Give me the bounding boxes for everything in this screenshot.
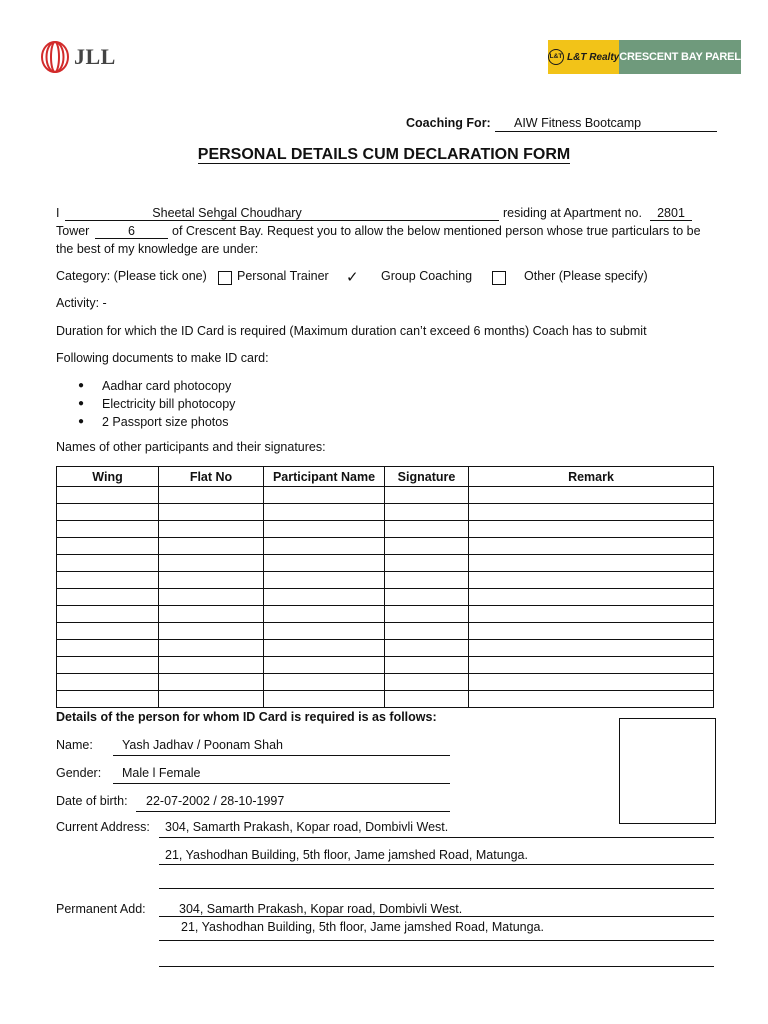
checkbox-personal-trainer[interactable] xyxy=(218,271,232,285)
documents-list xyxy=(56,377,235,431)
lt-logo-icon: L&T xyxy=(548,49,564,65)
table-cell[interactable] xyxy=(159,504,264,521)
permanent-address-line2-rule[interactable] xyxy=(159,940,714,941)
table-cell[interactable] xyxy=(469,674,714,691)
checkmark-icon[interactable]: ✓ xyxy=(346,269,359,286)
table-row xyxy=(57,572,714,589)
table-cell[interactable] xyxy=(469,623,714,640)
table-cell[interactable] xyxy=(264,487,385,504)
participants-table-body xyxy=(57,487,714,708)
table-cell[interactable] xyxy=(264,572,385,589)
table-cell[interactable] xyxy=(57,572,159,589)
lt-realty-text: L&T Realty xyxy=(567,51,620,63)
table-cell[interactable] xyxy=(264,623,385,640)
current-address-line3-rule[interactable] xyxy=(159,888,714,889)
table-cell[interactable] xyxy=(385,487,469,504)
activity-label: Activity: - xyxy=(56,296,107,310)
table-row xyxy=(57,674,714,691)
table-cell[interactable] xyxy=(469,572,714,589)
permanent-address-line1: 304, Samarth Prakash, Kopar road, Dombivli West. xyxy=(179,902,463,916)
table-row xyxy=(57,589,714,606)
table-cell[interactable] xyxy=(264,521,385,538)
table-cell[interactable] xyxy=(385,589,469,606)
bullet-icon: ● xyxy=(78,416,85,427)
document-item: 2 Passport size photos xyxy=(102,415,229,429)
option-other: Other (Please specify) xyxy=(524,269,648,283)
col-signature: Signature xyxy=(385,467,469,487)
category-label: Category: (Please tick one) xyxy=(56,269,207,283)
checkbox-other[interactable] xyxy=(492,271,506,285)
declaration-i: I xyxy=(56,206,60,220)
table-cell[interactable] xyxy=(385,640,469,657)
residing-label: residing at Apartment no. xyxy=(503,206,642,220)
declaration-line2: of Crescent Bay. Request you to allow the below mentioned person whose true particulars to be xyxy=(172,224,701,238)
document-item: Aadhar card photocopy xyxy=(102,379,232,393)
list-item xyxy=(56,413,235,431)
table-cell[interactable] xyxy=(57,606,159,623)
table-cell[interactable] xyxy=(57,555,159,572)
table-cell[interactable] xyxy=(469,640,714,657)
table-cell[interactable] xyxy=(385,555,469,572)
lt-realty-logo xyxy=(548,40,619,74)
coaching-label: Coaching For: xyxy=(406,116,491,130)
table-cell[interactable] xyxy=(385,504,469,521)
participants-table xyxy=(56,466,714,708)
table-cell[interactable] xyxy=(57,657,159,674)
table-cell[interactable] xyxy=(469,487,714,504)
table-cell[interactable] xyxy=(159,606,264,623)
tower-field[interactable] xyxy=(95,224,168,239)
coaching-field[interactable] xyxy=(495,116,717,132)
coaching-value: AIW Fitness Bootcamp xyxy=(514,116,642,130)
table-cell[interactable] xyxy=(159,572,264,589)
declarant-name-field[interactable] xyxy=(65,206,499,221)
participants-heading: Names of other participants and their signatures: xyxy=(56,440,326,454)
table-cell[interactable] xyxy=(385,691,469,708)
table-cell[interactable] xyxy=(57,504,159,521)
table-cell[interactable] xyxy=(264,640,385,657)
table-cell[interactable] xyxy=(57,674,159,691)
dob-label: Date of birth: xyxy=(56,794,128,808)
col-participant-name: Participant Name xyxy=(264,467,385,487)
table-row xyxy=(57,640,714,657)
form-title-text: PERSONAL DETAILS CUM DECLARATION FORM xyxy=(197,146,571,163)
form-title xyxy=(0,146,768,164)
option-personal-trainer: Personal Trainer xyxy=(237,269,329,283)
table-cell[interactable] xyxy=(159,589,264,606)
table-row xyxy=(57,691,714,708)
table-cell[interactable] xyxy=(159,623,264,640)
gender-line[interactable] xyxy=(113,783,450,784)
bullet-icon: ● xyxy=(78,380,85,391)
table-cell[interactable] xyxy=(159,521,264,538)
table-cell[interactable] xyxy=(385,538,469,555)
list-item xyxy=(56,395,235,413)
current-address-line2: 21, Yashodhan Building, 5th floor, Jame jamshed Road, Matunga. xyxy=(165,848,528,862)
table-cell[interactable] xyxy=(264,589,385,606)
table-cell[interactable] xyxy=(57,487,159,504)
table-row xyxy=(57,504,714,521)
permanent-address-line3-rule[interactable] xyxy=(159,966,714,967)
table-cell[interactable] xyxy=(264,674,385,691)
declaration-line3: the best of my knowledge are under: xyxy=(56,242,259,256)
option-group-coaching: Group Coaching xyxy=(381,269,473,283)
tower-no: 6 xyxy=(128,224,135,238)
table-cell[interactable] xyxy=(159,640,264,657)
apartment-no: 2801 xyxy=(657,206,685,220)
table-row xyxy=(57,555,714,572)
col-flat-no: Flat No xyxy=(159,467,264,487)
table-cell[interactable] xyxy=(385,674,469,691)
col-remark: Remark xyxy=(469,467,714,487)
table-cell[interactable] xyxy=(469,555,714,572)
table-cell[interactable] xyxy=(264,691,385,708)
duration-text: Duration for which the ID Card is required (Maximum duration can’t exceed 6 months) Coach has to submit xyxy=(56,324,647,338)
permanent-address-line2: 21, Yashodhan Building, 5th floor, Jame jamshed Road, Matunga. xyxy=(181,920,544,934)
current-address-line1: 304, Samarth Prakash, Kopar road, Dombivli West. xyxy=(165,820,449,834)
table-cell[interactable] xyxy=(469,589,714,606)
table-cell[interactable] xyxy=(159,555,264,572)
table-cell[interactable] xyxy=(57,691,159,708)
name-line[interactable] xyxy=(113,755,450,756)
table-cell[interactable] xyxy=(469,521,714,538)
table-row xyxy=(57,623,714,640)
table-cell[interactable] xyxy=(469,606,714,623)
table-row xyxy=(57,657,714,674)
permanent-address-label: Permanent Add: xyxy=(56,902,146,916)
dob-value: 22-07-2002 / 28-10-1997 xyxy=(146,794,285,808)
declarant-name: Sheetal Sehgal Choudhary xyxy=(152,206,302,220)
table-cell[interactable] xyxy=(159,691,264,708)
person-heading: Details of the person for whom ID Card is required is as follows: xyxy=(56,710,437,724)
table-cell[interactable] xyxy=(159,657,264,674)
current-address-label: Current Address: xyxy=(56,820,150,834)
table-row xyxy=(57,521,714,538)
table-cell[interactable] xyxy=(159,538,264,555)
table-cell[interactable] xyxy=(469,504,714,521)
crescent-bay-text: CRESCENT BAY PAREL xyxy=(619,40,741,74)
table-cell[interactable] xyxy=(57,589,159,606)
col-wing: Wing xyxy=(57,467,159,487)
table-cell[interactable] xyxy=(57,521,159,538)
table-cell[interactable] xyxy=(159,674,264,691)
table-cell[interactable] xyxy=(385,623,469,640)
table-cell[interactable] xyxy=(57,623,159,640)
apartment-field[interactable] xyxy=(650,206,692,221)
document-item: Electricity bill photocopy xyxy=(102,397,236,411)
photo-box[interactable] xyxy=(619,718,716,824)
following-text: Following documents to make ID card: xyxy=(56,351,269,365)
table-cell[interactable] xyxy=(469,538,714,555)
table-row xyxy=(57,606,714,623)
table-row xyxy=(57,538,714,555)
crescent-bay-logo xyxy=(548,40,741,74)
jll-logo xyxy=(40,40,116,74)
bullet-icon: ● xyxy=(78,398,85,409)
gender-value: Male l Female xyxy=(122,766,201,780)
table-cell[interactable] xyxy=(385,657,469,674)
table-cell[interactable] xyxy=(264,657,385,674)
table-cell[interactable] xyxy=(264,504,385,521)
list-item xyxy=(56,377,235,395)
current-address-line2-rule[interactable] xyxy=(159,864,714,865)
name-value: Yash Jadhav / Poonam Shah xyxy=(122,738,283,752)
dob-line[interactable] xyxy=(136,811,450,812)
name-label: Name: xyxy=(56,738,93,752)
table-cell[interactable] xyxy=(264,538,385,555)
table-cell[interactable] xyxy=(385,572,469,589)
table-row xyxy=(57,487,714,504)
table-cell[interactable] xyxy=(264,555,385,572)
tower-label: Tower xyxy=(56,224,90,238)
table-cell[interactable] xyxy=(385,606,469,623)
table-cell[interactable] xyxy=(57,640,159,657)
table-header-row xyxy=(57,467,714,487)
table-cell[interactable] xyxy=(469,691,714,708)
gender-label: Gender: xyxy=(56,766,102,780)
table-cell[interactable] xyxy=(385,521,469,538)
table-cell[interactable] xyxy=(469,657,714,674)
table-cell[interactable] xyxy=(159,487,264,504)
current-address-line1-rule[interactable] xyxy=(159,837,714,838)
table-cell[interactable] xyxy=(264,606,385,623)
table-cell[interactable] xyxy=(57,538,159,555)
jll-logo-text: JLL xyxy=(74,44,116,69)
permanent-address-line1-rule[interactable] xyxy=(159,916,714,917)
jll-mark-icon xyxy=(40,41,70,73)
